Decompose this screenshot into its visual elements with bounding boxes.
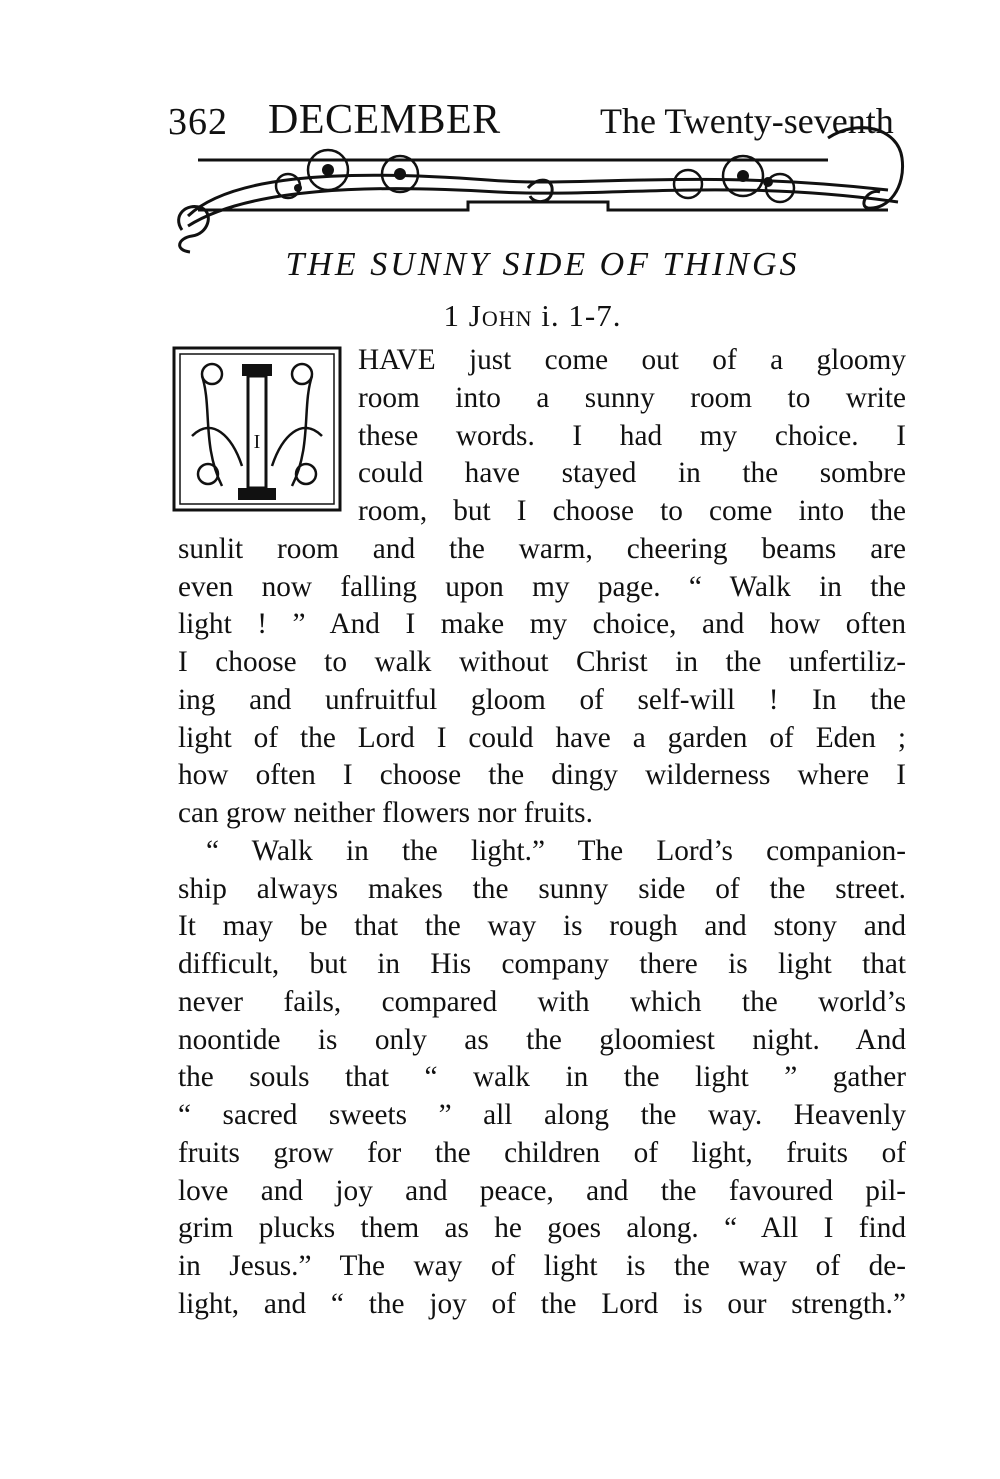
text-line: light, and “ the joy of the Lord is our strength.”: [178, 1287, 906, 1320]
text-line: noontide is only as the gloomiest night. And: [178, 1023, 906, 1056]
text-line: difficult, but in His company there is light that: [178, 948, 906, 980]
text-line: fruits grow for the children of light, fruits of: [178, 1136, 906, 1169]
text-line: grim plucks them as he goes along. “ All I find: [178, 1212, 906, 1245]
text-line: in Jesus.” The way of light is the way of de-: [178, 1250, 906, 1282]
text-line: It may be that the way is rough and stony and: [178, 910, 906, 943]
text-line: these words. I had my choice. I: [358, 419, 906, 452]
page-number: 362: [168, 101, 228, 143]
text-line: even now falling upon my page. “ Walk in the: [178, 570, 906, 603]
text-line: room into a sunny room to write: [358, 381, 906, 414]
scripture-number: 1: [443, 298, 461, 333]
scripture-verses: i. 1-7.: [541, 298, 622, 333]
chapter-title: THE SUNNY SIDE OF THINGS: [285, 246, 800, 283]
text-line: never fails, compared with which the world’s: [178, 985, 906, 1018]
text-line: “ sacred sweets ” all along the way. Heavenly: [178, 1099, 906, 1131]
text-line: HAVE just come out of a gloomy: [358, 344, 906, 376]
header-month: DECEMBER: [268, 97, 501, 143]
text-line: love and joy and peace, and the favoured pil-: [178, 1174, 906, 1207]
text-line: light ! ” And I make my choice, and how often: [178, 608, 906, 641]
header-day: The Twenty-seventh: [600, 101, 894, 141]
text-line: “ Walk in the light.” The Lord’s companion-: [206, 834, 906, 867]
text-line: light of the Lord I could have a garden of Eden ;: [178, 721, 906, 754]
text-line: sunlit room and the warm, cheering beams are: [178, 532, 906, 565]
text-line: can grow neither flowers nor fruits.: [178, 797, 593, 829]
text-line: I choose to walk without Christ in the unfertiliz-: [178, 646, 906, 678]
text-line: room, but I choose to come into the: [358, 495, 906, 527]
floral-ornament-band: [168, 118, 908, 256]
scripture-book: John: [468, 298, 533, 333]
scripture-reference: [160, 298, 905, 334]
body-text: [178, 342, 906, 1324]
text-line: could have stayed in the sombre: [358, 457, 906, 490]
text-line: how often I choose the dingy wilderness where I: [178, 759, 906, 792]
text-line: the souls that “ walk in the light ” gather: [178, 1061, 906, 1094]
text-line: ship always makes the sunny side of the street.: [178, 872, 906, 905]
text-line: ing and unfruitful gloom of self-will ! In the: [178, 683, 906, 716]
drop-cap-letter: I: [253, 431, 261, 453]
